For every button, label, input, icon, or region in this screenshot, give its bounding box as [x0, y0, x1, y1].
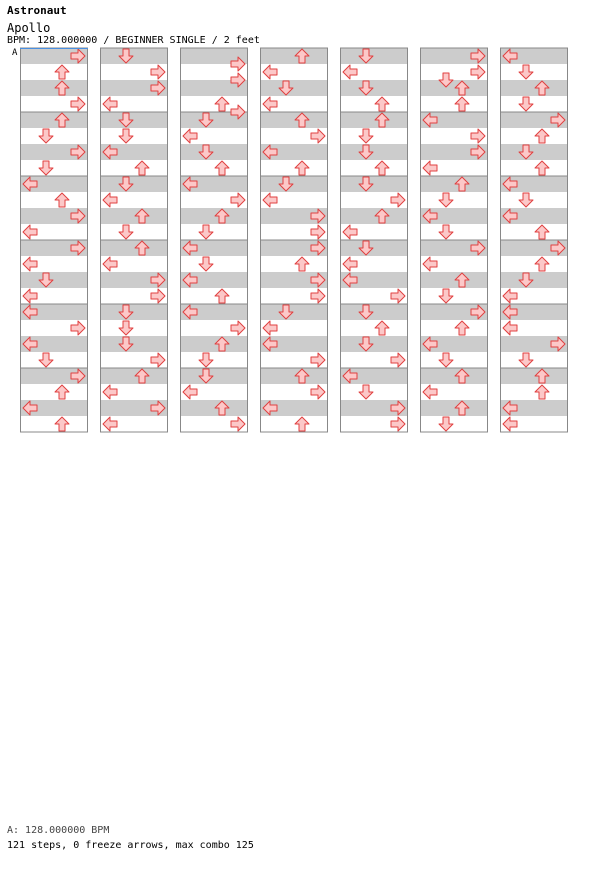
beat-stripe: [500, 272, 568, 288]
beat-stripe: [20, 272, 88, 288]
arrow-up-icon: [135, 161, 149, 175]
arrow-right-icon: [391, 417, 405, 431]
arrow-right-icon: [231, 321, 245, 335]
arrow-down-icon: [199, 225, 213, 239]
arrow-right-icon: [311, 129, 325, 143]
beat-stripe: [420, 176, 488, 192]
arrow-up-icon: [295, 161, 309, 175]
arrow-right-icon: [151, 353, 165, 367]
arrow-right-icon: [231, 417, 245, 431]
arrow-down-icon: [439, 225, 453, 239]
arrow-left-icon: [23, 225, 37, 239]
arrow-down-icon: [199, 257, 213, 271]
arrow-right-icon: [71, 97, 85, 111]
arrow-right-icon: [391, 353, 405, 367]
beat-stripe: [100, 368, 168, 384]
arrow-down-icon: [39, 129, 53, 143]
arrow-left-icon: [23, 257, 37, 271]
beat-stripe: [180, 368, 248, 384]
arrow-up-icon: [55, 65, 69, 79]
arrow-down-icon: [519, 65, 533, 79]
arrow-up-icon: [215, 97, 229, 111]
arrow-left-icon: [343, 257, 357, 271]
arrow-left-icon: [263, 97, 277, 111]
arrow-left-icon: [263, 321, 277, 335]
beat-stripe: [420, 272, 488, 288]
beat-stripe: [180, 144, 248, 160]
arrow-left-icon: [103, 385, 117, 399]
beat-stripe: [100, 240, 168, 256]
step-stats: 121 steps, 0 freeze arrows, max combo 125: [7, 840, 254, 851]
arrow-up-icon: [215, 161, 229, 175]
arrow-up-icon: [535, 385, 549, 399]
arrow-up-icon: [375, 161, 389, 175]
arrow-up-icon: [55, 385, 69, 399]
beat-stripe: [260, 80, 328, 96]
arrow-right-icon: [311, 385, 325, 399]
arrow-left-icon: [423, 385, 437, 399]
arrow-left-icon: [103, 193, 117, 207]
arrow-up-icon: [295, 257, 309, 271]
arrow-down-icon: [439, 289, 453, 303]
beat-stripe: [340, 176, 408, 192]
arrow-up-icon: [55, 193, 69, 207]
artist-name: Astronaut: [7, 4, 67, 17]
beat-stripe: [100, 208, 168, 224]
arrow-right-icon: [231, 193, 245, 207]
beat-stripe: [340, 144, 408, 160]
arrow-down-icon: [359, 385, 373, 399]
arrow-up-icon: [535, 257, 549, 271]
beat-stripe: [340, 80, 408, 96]
arrow-right-icon: [71, 321, 85, 335]
arrow-down-icon: [119, 321, 133, 335]
arrow-right-icon: [391, 289, 405, 303]
chart-column: [420, 48, 488, 432]
arrow-down-icon: [39, 161, 53, 175]
arrow-down-icon: [119, 225, 133, 239]
arrow-up-icon: [375, 321, 389, 335]
arrow-left-icon: [343, 225, 357, 239]
beat-stripe: [420, 368, 488, 384]
arrow-left-icon: [343, 65, 357, 79]
beat-stripe: [500, 368, 568, 384]
arrow-down-icon: [439, 417, 453, 431]
arrow-up-icon: [295, 417, 309, 431]
arrow-down-icon: [439, 353, 453, 367]
arrow-right-icon: [151, 65, 165, 79]
arrow-down-icon: [39, 353, 53, 367]
arrow-left-icon: [103, 417, 117, 431]
beat-stripe: [260, 112, 328, 128]
beat-stripe: [100, 112, 168, 128]
arrow-down-icon: [519, 353, 533, 367]
arrow-down-icon: [439, 193, 453, 207]
arrow-right-icon: [391, 193, 405, 207]
beat-stripe: [180, 400, 248, 416]
arrow-up-icon: [455, 97, 469, 111]
beat-stripe: [20, 112, 88, 128]
arrow-up-icon: [535, 129, 549, 143]
beat-stripe: [420, 80, 488, 96]
arrow-up-icon: [55, 417, 69, 431]
bpm-marker-line: [20, 48, 88, 49]
arrow-up-icon: [375, 97, 389, 111]
arrow-left-icon: [103, 257, 117, 271]
beat-stripe: [260, 304, 328, 320]
beat-stripe: [100, 176, 168, 192]
beat-stripe: [100, 336, 168, 352]
beat-stripe: [500, 144, 568, 160]
arrow-down-icon: [119, 129, 133, 143]
arrow-up-icon: [215, 289, 229, 303]
beat-stripe: [340, 208, 408, 224]
beat-stripe: [340, 240, 408, 256]
arrow-left-icon: [103, 97, 117, 111]
arrow-right-icon: [311, 289, 325, 303]
chart-info: BPM: 128.000000 / BEGINNER SINGLE / 2 feet: [7, 35, 260, 46]
chart-column: [500, 48, 568, 432]
arrow-up-icon: [535, 161, 549, 175]
arrow-down-icon: [199, 353, 213, 367]
beat-stripe: [260, 368, 328, 384]
beat-stripe: [20, 80, 88, 96]
beat-stripe: [340, 336, 408, 352]
beat-stripe: [500, 80, 568, 96]
arrow-left-icon: [183, 129, 197, 143]
beat-stripe: [180, 208, 248, 224]
beat-stripe: [100, 304, 168, 320]
beat-stripe: [340, 112, 408, 128]
beat-stripe: [260, 176, 328, 192]
beat-stripe: [340, 48, 408, 64]
arrow-right-icon: [311, 353, 325, 367]
beat-stripe: [340, 304, 408, 320]
beat-stripe: [180, 336, 248, 352]
arrow-left-icon: [503, 417, 517, 431]
arrow-left-icon: [263, 193, 277, 207]
arrow-left-icon: [423, 161, 437, 175]
beat-stripe: [100, 48, 168, 64]
arrow-left-icon: [263, 65, 277, 79]
song-title: Apollo: [7, 21, 51, 35]
arrow-right-icon: [471, 65, 485, 79]
arrow-right-icon: [471, 129, 485, 143]
arrow-down-icon: [519, 193, 533, 207]
bpm-legend: A: 128.000000 BPM: [7, 825, 110, 836]
arrow-left-icon: [503, 289, 517, 303]
beat-stripe: [420, 400, 488, 416]
arrow-up-icon: [455, 321, 469, 335]
beat-stripe: [260, 48, 328, 64]
arrow-left-icon: [183, 385, 197, 399]
arrow-right-icon: [311, 225, 325, 239]
arrow-left-icon: [503, 321, 517, 335]
arrow-right-icon: [151, 289, 165, 303]
bpm-marker-label: A: [12, 48, 18, 58]
arrow-up-icon: [535, 225, 549, 239]
arrow-down-icon: [359, 129, 373, 143]
arrow-left-icon: [423, 257, 437, 271]
arrow-left-icon: [23, 289, 37, 303]
arrow-down-icon: [519, 97, 533, 111]
